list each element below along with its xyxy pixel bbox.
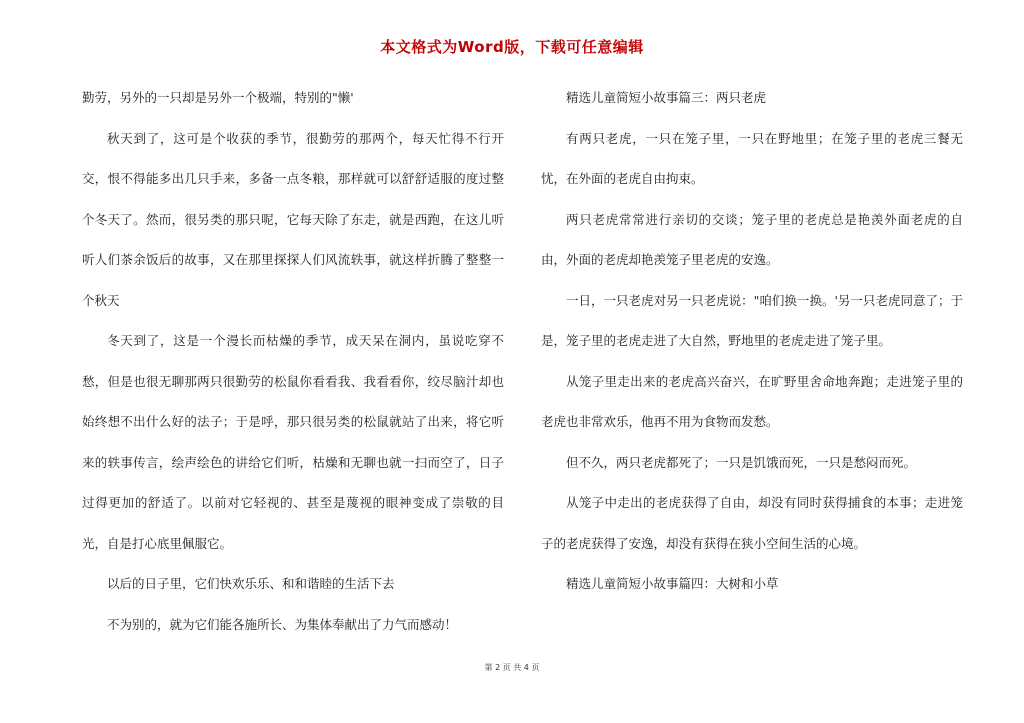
paragraph: 从笼子中走出的老虎获得了自由，却没有同时获得捕食的本事；走进笼子的老虎获得了安逸，却没有获得在狭小空间生活的心境。 bbox=[541, 495, 963, 551]
paragraph: 一日，一只老虎对另一只老虎说："咱们换一换。'另一只老虎同意了；于是，笼子里的老虎走进了大自然，野地里的老虎走进了笼子里。 bbox=[541, 292, 963, 348]
paragraph: 秋天到了，这可是个收获的季节，很勤劳的那两个，每天忙得不行开交，恨不得能多出几只手来，多备一点冬粮，那样就可以舒舒适服的度过整个冬天了。然而，很另类的那只呢，它每天除了东走，就是西跑，在这儿听听人们茶余饭后的故事，又在那里探探人们风流轶事，就这样折腾了整整一个秋天 bbox=[82, 130, 504, 308]
paragraph: 以后的日子里，它们快欢乐乐、和和谐睦的生活下去 bbox=[107, 576, 395, 591]
left-text-column bbox=[82, 78, 504, 645]
paragraph: 但不久，两只老虎都死了；一只是饥饿而死，一只是愁闷而死。 bbox=[566, 454, 917, 470]
section-heading: 精选儿童简短小故事篇四：大树和小草 bbox=[566, 576, 779, 591]
paragraph: 不为别的，就为它们能各施所长、为集体奉献出了力气而感动！ bbox=[107, 616, 458, 632]
section-heading: 精选儿童简短小故事篇三：两只老虎 bbox=[566, 90, 767, 105]
paragraph: 冬天到了，这是一个漫长而枯燥的季节，成天呆在洞内，虽说吃穿不愁，但是也很无聊那两只很勤劳的松鼠你看看我、我看看你，绞尽脑汁却也始终想不出什么好的法子；于是呼，那只很另类的松鼠就站了出来，将它听来的轶事传言，绘声绘色的讲给它们听，枯燥和无聊也就一扫而空了，日子过得更加的舒适了。以前对它轻视的、甚至是蔑视的眼神变成了崇敬的目光，自是打心底里佩服它。 bbox=[82, 333, 504, 551]
paragraph: 勤劳，另外的一只却是另外一个极端，特别的"懒' bbox=[82, 90, 354, 105]
paragraph: 有两只老虎，一只在笼子里，一只在野地里；在笼子里的老虎三餐无忧，在外面的老虎自由拘束。 bbox=[541, 130, 963, 186]
download-notice: 本文格式为Word版，下载可任意编辑 bbox=[380, 38, 644, 56]
paragraph: 两只老虎常常进行亲切的交谈；笼子里的老虎总是艳羡外面老虎的自由，外面的老虎却艳羡笼子里老虎的安逸。 bbox=[541, 211, 963, 267]
page-number: 第 2 页 共 4 页 bbox=[484, 663, 540, 672]
paragraph: 从笼子里走出来的老虎高兴奋兴，在旷野里舍命地奔跑；走进笼子里的老虎也非常欢乐，他再不用为食物而发愁。 bbox=[541, 373, 963, 429]
right-text-column bbox=[541, 78, 963, 605]
